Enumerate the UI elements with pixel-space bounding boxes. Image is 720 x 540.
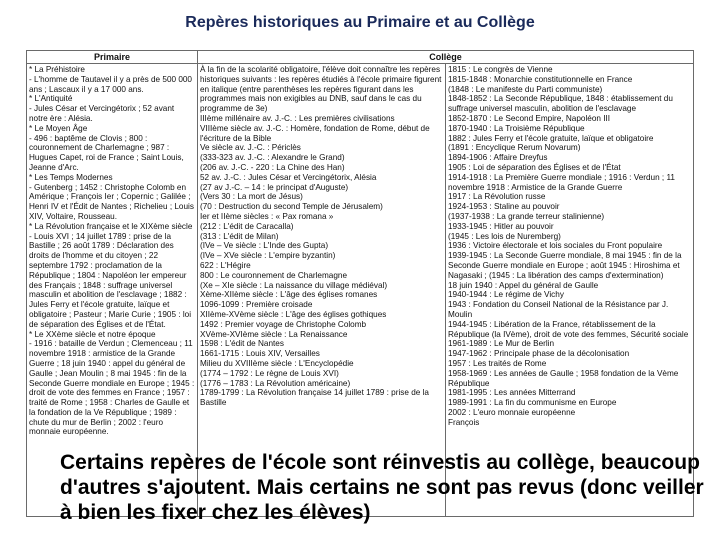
primaire-column xyxy=(27,64,198,517)
college-middle-item: (333-323 av. J.-C. : Alexandre le Grand) xyxy=(200,153,345,163)
college-middle-item: (Vers 30 : La mort de Jésus) xyxy=(200,192,303,202)
college-right-item: François xyxy=(448,417,480,427)
college-right-item: (1937-1938 : La grande terreur stalinienne) xyxy=(448,211,605,221)
college-right-item: (1848 : Le manifeste du Parti communiste) xyxy=(448,84,603,94)
college-middle-list xyxy=(200,114,443,408)
college-right-list xyxy=(448,65,691,427)
college-right-item: 1815 : Le congrès de Vienne xyxy=(448,65,553,74)
reperes-table xyxy=(26,50,694,517)
college-middle-item: (Xe – XIe siècle : La naissance du village médiéval) xyxy=(200,280,388,290)
college-middle-item: XVème-XVIème siècle : La Renaissance xyxy=(200,329,348,339)
primaire-item: * L'Antiquité xyxy=(29,94,73,104)
college-middle-item: (IVe – Ve siècle : L'Inde des Gupta) xyxy=(200,241,329,251)
header-college: Collège xyxy=(198,51,694,64)
college-right-item: 1940-1944 : Le régime de Vichy xyxy=(448,290,564,300)
college-right-item: 1815-1848 : Monarchie constitutionnelle en France xyxy=(448,74,633,84)
college-middle-item: 1661-1715 : Louis XIV, Versailles xyxy=(200,349,320,359)
primaire-item: - Gutenberg ; 1452 : Christophe Colomb en Amérique ; François Ier ; Copernic ; Galilée ; Henri IV et l'Édit de Nantes ; Richelieu ; Louis XIV, Voltaire, Rousseau. xyxy=(29,182,194,221)
primaire-item: * Les Temps Modernes xyxy=(29,172,113,182)
college-right-item: 18 juin 1940 : Appel du général de Gaulle xyxy=(448,280,599,290)
primaire-item: - Jules César et Vercingétorix ; 52 avant notre ère : Alésia. xyxy=(29,104,175,123)
primaire-item: - Louis XVI ; 14 juillet 1789 : prise de la Bastille ; 26 août 1789 : Déclaration des droits de l'homme et du citoyen ; 22 septembre 1792 : proclamation de la République ; 1804 : Napoléon Ier empereur des Français ; 1848 : suffrage universel masculin et abolition de l'esclavage ; 1882 : Jules Ferry et l'école gratuite, laïque et obligatoire ; Pasteur ; Marie Curie ; 1905 : loi de séparation des Églises et de l'État. xyxy=(29,231,192,329)
college-right-item: 1947-1962 : Principale phase de la décolonisation xyxy=(448,349,630,359)
college-middle-item: (IVe – XVe siècle : L'empire byzantin) xyxy=(200,251,336,261)
college-right-item: 1882 : Jules Ferry et l'école gratuite, laïque et obligatoire xyxy=(448,133,654,143)
college-middle-item: 52 av. J.-C. : Jules César et Vercingétorix, Alésia xyxy=(200,172,377,182)
college-right-item: 2002 : L'euro monnaie européenne xyxy=(448,407,576,417)
college-right-item: 1958-1969 : Les années de Gaulle ; 1958 fondation de la Vème République xyxy=(448,368,679,388)
primaire-item: - 496 : baptême de Clovis ; 800 : couronnement de Charlemagne ; 987 : Hugues Capet, roi de France ; Saint Louis, Jeanne d'Arc. xyxy=(29,133,184,172)
document-title: Repères historiques au Primaire et au Collège xyxy=(185,14,535,31)
college-right-item: 1905 : Loi de séparation des Églises et de l'État xyxy=(448,162,621,172)
college-middle-item: (206 av. J.-C. - 220 : La Chine des Han) xyxy=(200,162,345,172)
college-right-item: 1939-1945 : La Seconde Guerre mondiale, 8 mai 1945 : fin de la Seconde Guerre mondiale en Europe ; août 1945 : Hiroshima et Nagasaki ; (1945 : La libération des camps d'extermination) xyxy=(448,251,682,280)
college-middle-item: Ier et IIème siècles : « Pax romana » xyxy=(200,211,334,221)
primaire-item: * La Préhistoire xyxy=(29,65,85,74)
college-right-item: 1914-1918 : La Première Guerre mondiale ; 1916 : Verdun ; 11 novembre 1918 : Armistice de la Grande Guerre xyxy=(448,172,675,192)
college-right-item: (1891 : Encyclique Rerum Novarum) xyxy=(448,143,581,153)
primaire-item: * Le Moyen Âge xyxy=(29,123,88,133)
college-right-item: 1870-1940 : La Troisième République xyxy=(448,123,585,133)
college-middle-item: 622 : L'Hégire xyxy=(200,260,251,270)
college-right-item: 1933-1945 : Hitler au pouvoir xyxy=(448,221,554,231)
header-primaire: Primaire xyxy=(27,51,198,64)
overlay-caption: Certains repères de l'école sont réinvestis au collège, beaucoup d'autres s'ajoutent. Mais certains ne sont pas revus (donc veiller à bien les fixer chez les élèves) xyxy=(60,451,704,524)
college-right-item: 1944-1945 : Libération de la France, rétablissement de la République (la IVème), droit de vote des femmes, Sécurité sociale xyxy=(448,319,689,339)
college-right-item: 1924-1953 : Staline au pouvoir xyxy=(448,202,560,212)
table-body-row xyxy=(27,64,694,517)
college-right-item: 1981-1995 : Les années Mitterrand xyxy=(448,388,576,398)
college-middle-item: 1789-1799 : La Révolution française 14 juillet 1789 : prise de la Bastille xyxy=(200,388,429,408)
primaire-item: * La Révolution française et le XIXème siècle xyxy=(29,221,193,231)
college-middle-item: VIIIème siècle av. J.-C. : Homère, fondation de Rome, début de l'écriture de la Bible xyxy=(200,123,430,143)
college-right-column xyxy=(446,64,694,517)
college-middle-item: (70 : Destruction du second Temple de Jérusalem) xyxy=(200,202,383,212)
college-middle-item: IIIème millénaire av. J.-C. : Les premières civilisations xyxy=(200,113,395,123)
table-header-row xyxy=(27,51,694,64)
college-middle-item: (212 : L'édit de Caracalla) xyxy=(200,221,294,231)
college-middle-item: (1774 – 1792 : Le règne de Louis XVI) xyxy=(200,368,339,378)
college-right-item: 1936 : Victoire électorale et lois sociales du Front populaire xyxy=(448,241,663,251)
primaire-item: - 1916 : bataille de Verdun ; Clemenceau ; 11 novembre 1918 : armistice de la Grande Guerre ; 18 juin 1940 : appel du général de Gaulle ; Jean Moulin ; 8 mai 1945 : fin de la Seconde Guerre mondiale en Europe ; 1945 : droit de vote des femmes en France ; 1957 : traité de Rome ; 1958 : Charles de Gaulle et la fondation de la Ve République ; 1989 : chute du mur de Berlin ; 2002 : l'euro monnaie européenne. xyxy=(29,339,195,437)
college-middle-item: 800 : Le couronnement de Charlemagne xyxy=(200,270,348,280)
college-middle-column xyxy=(198,64,446,517)
college-right-item: 1852-1870 : Le Second Empire, Napoléon III xyxy=(448,113,611,123)
college-middle-item: Xème-XIIème siècle : L'âge des églises romanes xyxy=(200,290,378,300)
primaire-item: - L'homme de Tautavel il y a près de 500 000 ans ; Lascaux il y a 17 000 ans. xyxy=(29,74,192,94)
college-middle-item: 1096-1099 : Première croisade xyxy=(200,300,313,310)
college-right-item: 1961-1989 : Le Mur de Berlin xyxy=(448,339,555,349)
college-middle-item: Milieu du XVIIIème siècle : L'Encyclopédie xyxy=(200,358,354,368)
college-middle-item: 1598 : L'édit de Nantes xyxy=(200,339,284,349)
college-right-item: 1989-1991 : La fin du communisme en Europe xyxy=(448,398,617,408)
college-middle-item: Ve siècle av. J.-C. : Périclès xyxy=(200,143,301,153)
college-middle-item: (27 av J.-C. – 14 : le principat d'Auguste) xyxy=(200,182,349,192)
college-middle-item: 1492 : Premier voyage de Christophe Colomb xyxy=(200,319,367,329)
primaire-list xyxy=(29,65,195,437)
college-right-item: (1945 : Les lois de Nuremberg) xyxy=(448,231,561,241)
college-middle-item: (313 : L'édit de Milan) xyxy=(200,231,279,241)
college-right-item: 1917 : La Révolution russe xyxy=(448,192,546,202)
college-middle-item: XIIème-XVème siècle : L'âge des églises gothiques xyxy=(200,309,387,319)
college-right-item: 1957 : Les traités de Rome xyxy=(448,358,547,368)
college-middle-item: (1776 – 1783 : La Révolution américaine) xyxy=(200,378,351,388)
college-right-item: 1894-1906 : Affaire Dreyfus xyxy=(448,153,548,163)
college-right-item: 1848-1852 : La Seconde République, 1848 : établissement du suffrage universel masculin, abolition de l'esclavage xyxy=(448,94,673,114)
college-right-item: 1943 : Fondation du Conseil National de la Résistance par J. Moulin xyxy=(448,300,669,319)
primaire-item: * Le XXème siècle et notre époque xyxy=(29,329,156,339)
college-intro: À la fin de la scolarité obligatoire, l'élève doit connaître les repères historiques suivants : les repères étudiés à l'école primaire figurent en italique (entre parenthèses les repères figurant dans les programmes mais non exigibles au DNB, sauf dans le cas du programme de 3e) xyxy=(200,65,442,114)
